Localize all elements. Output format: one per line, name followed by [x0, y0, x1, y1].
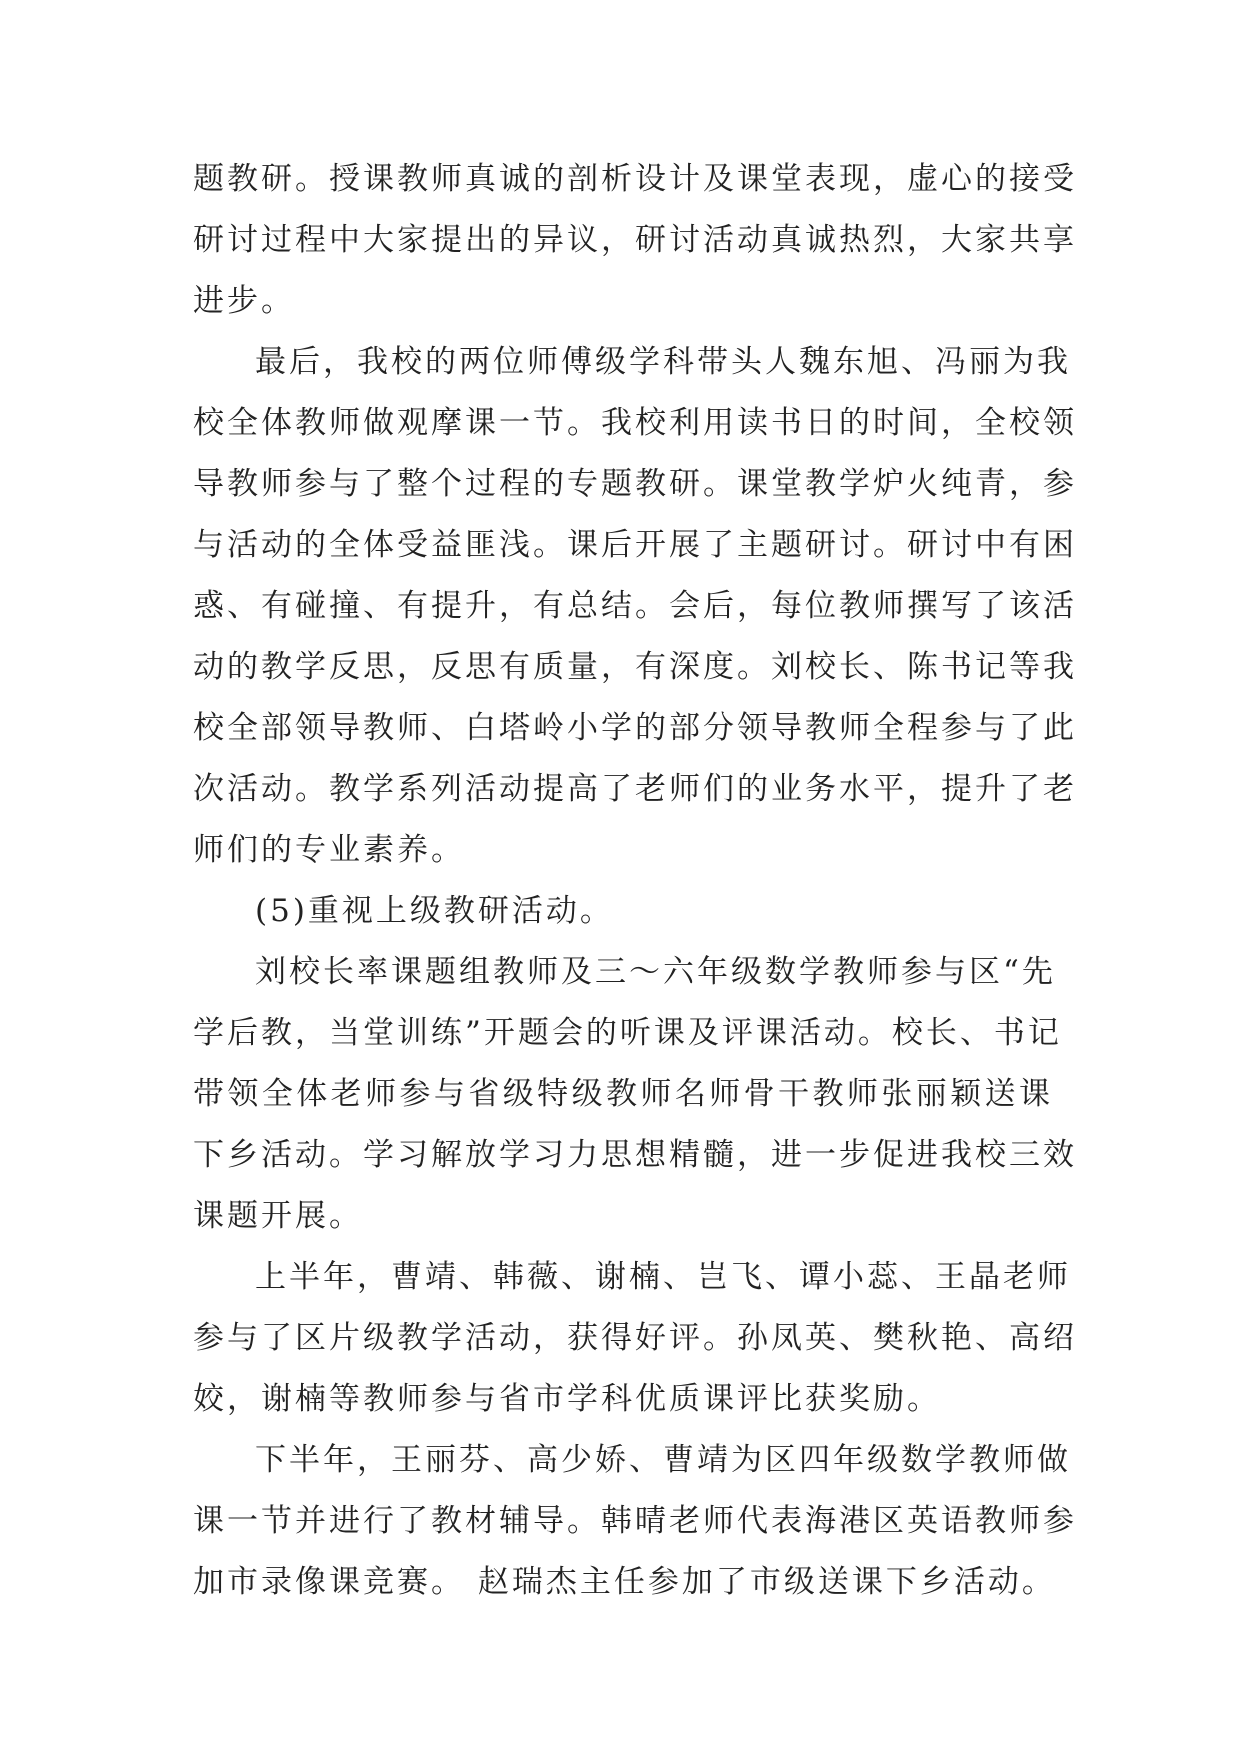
paragraph-line: 下乡活动。学习解放学习力思想精髓，进一步促进我校三效: [193, 1137, 1077, 1173]
paragraph-line: 校全体教师做观摩课一节。我校利用读书日的时间，全校领: [193, 405, 1077, 441]
paragraph-line: 带领全体老师参与省级特级教师名师骨干教师张丽颖送课: [193, 1076, 1053, 1112]
paragraph-line: 课题开展。: [193, 1198, 363, 1234]
paragraph-line: 师们的专业素养。: [193, 832, 465, 868]
paragraph-line: 加市录像课竞赛。 赵瑞杰主任参加了市级送课下乡活动。: [193, 1564, 1056, 1600]
section-heading: (5)重视上级教研活动。: [255, 893, 614, 929]
paragraph-line: 惑、有碰撞、有提升，有总结。会后，每位教师撰写了该活: [193, 588, 1077, 624]
paragraph-line: 课一节并进行了教材辅导。韩晴老师代表海港区英语教师参: [193, 1503, 1077, 1539]
paragraph-line: 研讨过程中大家提出的异议，研讨活动真诚热烈，大家共享: [193, 222, 1077, 258]
paragraph-line: 题教研。授课教师真诚的剖析设计及课堂表现，虚心的接受: [193, 161, 1077, 197]
paragraph-line: 最后，我校的两位师傅级学科带头人魏东旭、冯丽为我: [255, 344, 1071, 380]
paragraph-line: 动的教学反思，反思有质量，有深度。刘校长、陈书记等我: [193, 649, 1077, 685]
paragraph-line: 校全部领导教师、白塔岭小学的部分领导教师全程参与了此: [193, 710, 1077, 746]
paragraph-line: 导教师参与了整个过程的专题教研。课堂教学炉火纯青，参: [193, 466, 1077, 502]
paragraph-line: 学后教，当堂训练”开题会的听课及评课活动。校长、书记: [193, 1015, 1062, 1051]
paragraph-line: 姣，谢楠等教师参与省市学科优质课评比获奖励。: [193, 1381, 941, 1417]
paragraph-line: 与活动的全体受益匪浅。课后开展了主题研讨。研讨中有困: [193, 527, 1077, 563]
paragraph-line: 刘校长率课题组教师及三～六年级数学教师参与区“先: [255, 954, 1056, 990]
paragraph-line: 次活动。教学系列活动提高了老师们的业务水平，提升了老: [193, 771, 1077, 807]
paragraph-line: 下半年，王丽芬、高少娇、曹靖为区四年级数学教师做: [255, 1442, 1071, 1478]
paragraph-line: 进步。: [193, 283, 295, 319]
paragraph-line: 参与了区片级教学活动，获得好评。孙凤英、樊秋艳、高绍: [193, 1320, 1077, 1356]
document-page: [193, 149, 1077, 1613]
paragraph-line: 上半年，曹靖、韩薇、谢楠、岂飞、谭小蕊、王晶老师: [255, 1259, 1071, 1295]
